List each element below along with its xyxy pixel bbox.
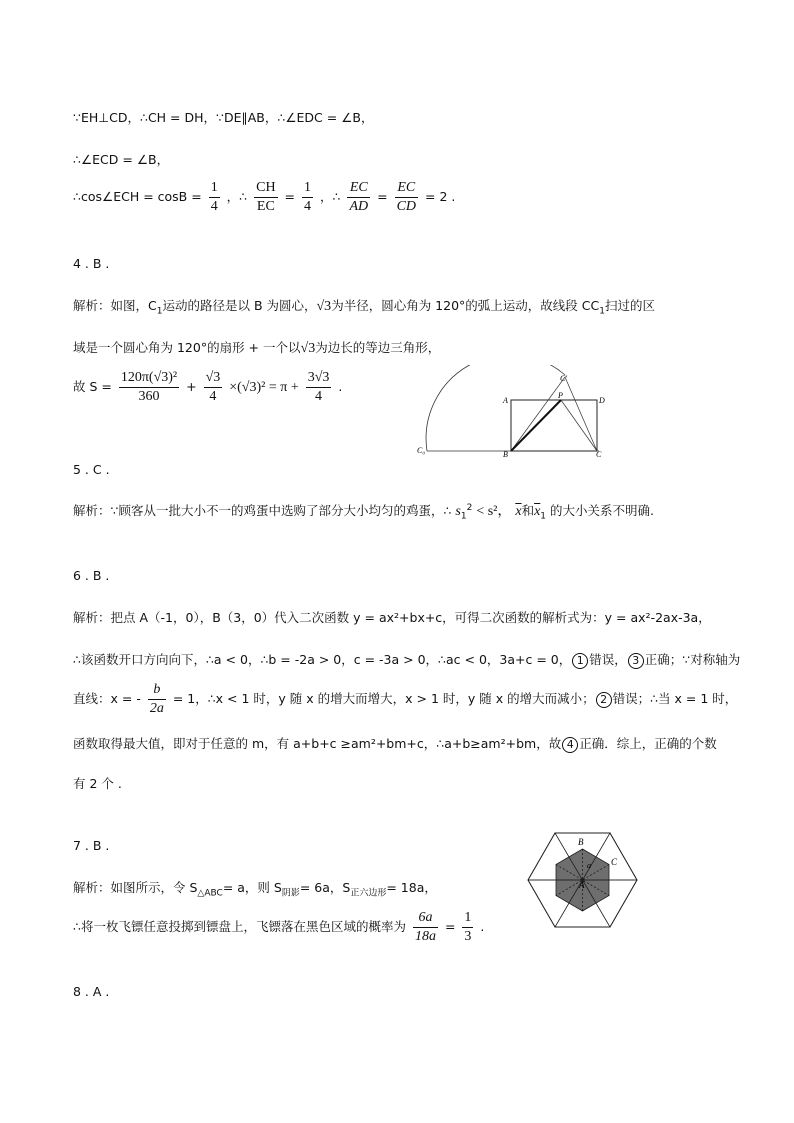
text-span: + xyxy=(186,379,197,394)
denominator: 18a xyxy=(414,929,436,944)
text-span: 解析：∵顾客从一批大小不一的鸡蛋中选购了部分大小均匀的鸡蛋，∴ xyxy=(73,503,452,518)
text-span: ，∴ xyxy=(226,189,248,204)
numerator: 3√3 xyxy=(306,370,332,388)
denominator: AD xyxy=(349,199,369,214)
numerator: 1 xyxy=(209,180,220,198)
label-c0: C₀ xyxy=(417,446,426,455)
circled-number: 4 xyxy=(562,737,578,753)
variable: $\overline{x}$ xyxy=(534,504,541,519)
fraction xyxy=(119,370,179,405)
text-span: ×(√3)² = π + xyxy=(229,380,299,395)
fraction xyxy=(395,180,418,215)
circled-number: 1 xyxy=(572,653,588,669)
text-span: 正确．综上，正确的个数 xyxy=(579,736,717,751)
text-span: 直线：x = - xyxy=(73,691,141,706)
denominator: 2a xyxy=(149,701,164,716)
text-line: 有 2 个 . xyxy=(73,776,122,791)
text-span: = 6a，S xyxy=(299,880,351,895)
fraction xyxy=(254,180,277,215)
text-line xyxy=(73,370,342,405)
fraction xyxy=(413,910,438,945)
segment-bc-prime xyxy=(511,377,565,451)
answer-label: 6 . B . xyxy=(73,568,110,583)
text-line xyxy=(73,500,654,522)
circled-number: 3 xyxy=(628,653,644,669)
text-span: 解析：如图，C xyxy=(73,298,157,313)
text-line xyxy=(73,650,740,669)
answer-label: 8 . A . xyxy=(73,984,110,999)
label-c: C xyxy=(596,450,602,459)
fraction xyxy=(462,910,473,945)
subscript: 1 xyxy=(599,306,605,317)
sqrt-expr: √3 xyxy=(300,341,316,356)
text-line xyxy=(73,734,717,753)
denominator: 4 xyxy=(210,199,218,214)
text-line: 解析：把点 A（-1，0），B（3，0）代入二次函数 y = ax²+bx+c，可得二次函数的解析式为：y = ax²-2ax-3a， xyxy=(73,610,711,625)
denominator: 4 xyxy=(209,389,217,404)
text-span: ∴该函数开口方向向下，∴a < 0，∴b = -2a > 0，c = -3a > 0，∴ac < 0，3a+c = 0， xyxy=(73,652,572,667)
text-line: ∵EH⊥CD，∴CH = DH，∵DE∥AB，∴∠EDC = ∠B， xyxy=(73,110,374,125)
sqrt-expr: √3 xyxy=(316,299,332,314)
fraction xyxy=(347,180,370,215)
text-span: 为边长的等边三角形， xyxy=(315,340,441,355)
text-span: 正确；∵对称轴为 xyxy=(644,652,741,667)
subscript: △ABC xyxy=(197,888,223,899)
text-span: = a，则 S xyxy=(222,880,282,895)
subscript: 1 xyxy=(156,306,163,317)
segment-pc xyxy=(561,400,597,451)
denominator: 3 xyxy=(464,929,472,944)
denominator: 360 xyxy=(138,389,160,404)
subscript: 正六边形 xyxy=(350,888,387,899)
answer-label: 5 . C . xyxy=(73,462,110,477)
text-span: 函数取得最大值，即对于任意的 m，有 a+b+c ≥am²+bm+c，∴a+b≥am²+bm，故 xyxy=(73,736,562,751)
numerator: √3 xyxy=(204,370,223,388)
numerator: 6a xyxy=(413,910,438,928)
text-span: ∴将一枚飞镖任意投掷到镖盘上，飞镖落在黑色区域的概率为 xyxy=(73,919,406,934)
text-line xyxy=(73,682,737,717)
denominator: EC xyxy=(256,199,275,214)
text-span: < s²， xyxy=(476,504,512,519)
label-b: B xyxy=(503,450,508,459)
text-line xyxy=(73,910,484,945)
text-span: 为半径，圆心角为 120°的弧上运动，故线段 CC xyxy=(331,298,600,313)
text-span: 错误；∴当 x = 1 时， xyxy=(612,691,738,706)
denominator: 4 xyxy=(304,199,312,214)
numerator: EC xyxy=(395,180,418,198)
answer-label: 4 . B . xyxy=(73,256,110,271)
label-a: A xyxy=(579,880,585,890)
text-span: ，∴ xyxy=(320,189,341,204)
subscript: 阴影 xyxy=(281,888,300,899)
text-span: 运动的路径是以 B 为圆心， xyxy=(162,298,317,313)
text-span: . xyxy=(338,379,343,394)
circled-number: 2 xyxy=(596,692,612,708)
segment-bp xyxy=(511,400,561,451)
text-span: 错误， xyxy=(589,652,627,667)
fraction xyxy=(209,180,220,215)
fraction xyxy=(148,682,166,717)
fraction xyxy=(204,370,223,405)
sector-rectangle-figure xyxy=(415,365,615,460)
numerator: CH xyxy=(254,180,277,198)
label-d: D xyxy=(599,396,605,405)
text-line xyxy=(73,338,440,357)
text-span: ∴cos∠ECH = cosB = xyxy=(73,189,202,204)
label-a: A xyxy=(503,396,508,405)
text-span: 故 S = xyxy=(73,379,112,394)
subscript: 1 xyxy=(540,511,547,522)
text-span: 的大小关系不明确. xyxy=(550,503,654,518)
segment-c-prime-c xyxy=(565,377,597,451)
hexagon-dartboard-figure xyxy=(525,830,640,930)
answer-label: 7 . B . xyxy=(73,838,110,853)
label-c: C xyxy=(611,857,618,867)
subscript: 1 xyxy=(460,511,467,522)
text-span: = xyxy=(284,189,296,204)
label-a-lower: a xyxy=(587,861,591,870)
numerator: 120π(√3)² xyxy=(119,370,179,388)
variable: $\overline{x}$ xyxy=(515,504,522,519)
label-c-prime: C' xyxy=(560,374,568,383)
text-line xyxy=(73,878,437,899)
variable: s xyxy=(455,504,461,519)
numerator: 1 xyxy=(302,180,313,198)
text-span: 域是一个圆心角为 120°的扇形 + 一个以 xyxy=(73,340,301,355)
text-line xyxy=(73,296,655,317)
text-span: 解析：如图所示，令 S xyxy=(73,880,198,895)
label-b: B xyxy=(578,837,584,847)
text-line xyxy=(73,180,455,215)
text-span: = 2 . xyxy=(425,189,456,204)
denominator: 4 xyxy=(315,389,323,404)
text-span: = xyxy=(444,919,456,934)
fraction xyxy=(302,180,313,215)
arc-path xyxy=(426,365,568,451)
numerator: b xyxy=(148,682,166,700)
text-span: . xyxy=(480,919,485,934)
superscript: 2 xyxy=(466,502,473,513)
text-span: = 1，∴x < 1 时，y 随 x 的增大而增大，x > 1 时，y 随 x 的增大而减小； xyxy=(172,691,595,706)
text-span: = xyxy=(377,189,388,204)
fraction xyxy=(306,370,332,405)
label-p: P xyxy=(558,391,563,400)
text-span: 扫过的区 xyxy=(604,298,655,313)
numerator: EC xyxy=(347,180,370,198)
text-line: ∴∠ECD = ∠B， xyxy=(73,152,170,167)
text-span: = 18a， xyxy=(386,880,437,895)
text-span: 和 xyxy=(521,503,535,518)
numerator: 1 xyxy=(462,910,473,928)
denominator: CD xyxy=(396,199,417,214)
